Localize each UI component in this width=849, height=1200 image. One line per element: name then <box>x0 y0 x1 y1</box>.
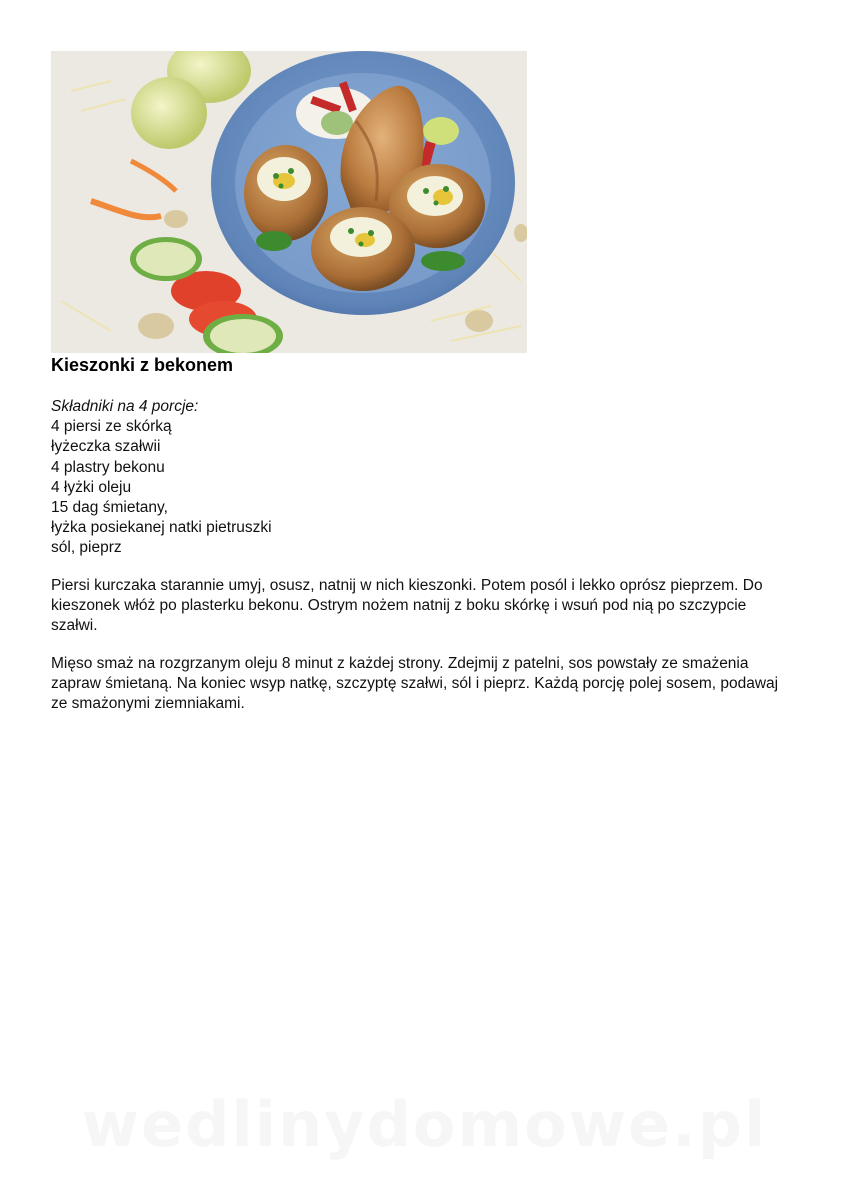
ingredient-item: 4 łyżki oleju <box>51 478 132 496</box>
recipe-title: Kieszonki z bekonem <box>51 355 234 375</box>
dish-illustration <box>51 51 527 353</box>
ingredients-label: Składniki na 4 porcje: <box>51 398 199 415</box>
ingredient-item: 4 piersi ze skórką <box>51 418 172 436</box>
instructions-paragraph: Mięso smaż na rozgrzanym oleju 8 minut z każdej strony. Zdejmij z patelni, sos powstały ze smażenia zapraw śmietaną. Na koniec wsyp natkę, szczyptę szałwi, sól i pieprz. Każdą porcję polej sosem, podawaj ze smażonymi ziemniakami. <box>51 655 779 713</box>
ingredient-item: sól, pieprz <box>51 539 122 557</box>
ingredient-item: 4 plastry bekonu <box>51 458 165 476</box>
ingredient-item: 15 dag śmietany, <box>51 499 168 517</box>
dish-photo <box>51 51 527 353</box>
ingredients-list <box>51 397 272 559</box>
instructions-paragraph: Piersi kurczaka starannie umyj, osusz, natnij w nich kieszonki. Potem posól i lekko oprósz pieprzem. Do kieszonek włóż po plasterku bekonu. Ostrym nożem natnij z boku skórkę i wsuń pod nią po szczypcie szałwi. <box>51 577 763 635</box>
ingredient-item: łyżka posiekanej natki pietruszki <box>51 519 272 537</box>
ingredient-item: łyżeczka szałwii <box>51 438 161 456</box>
site-watermark: wedlinydomowe.pl <box>81 1088 768 1161</box>
